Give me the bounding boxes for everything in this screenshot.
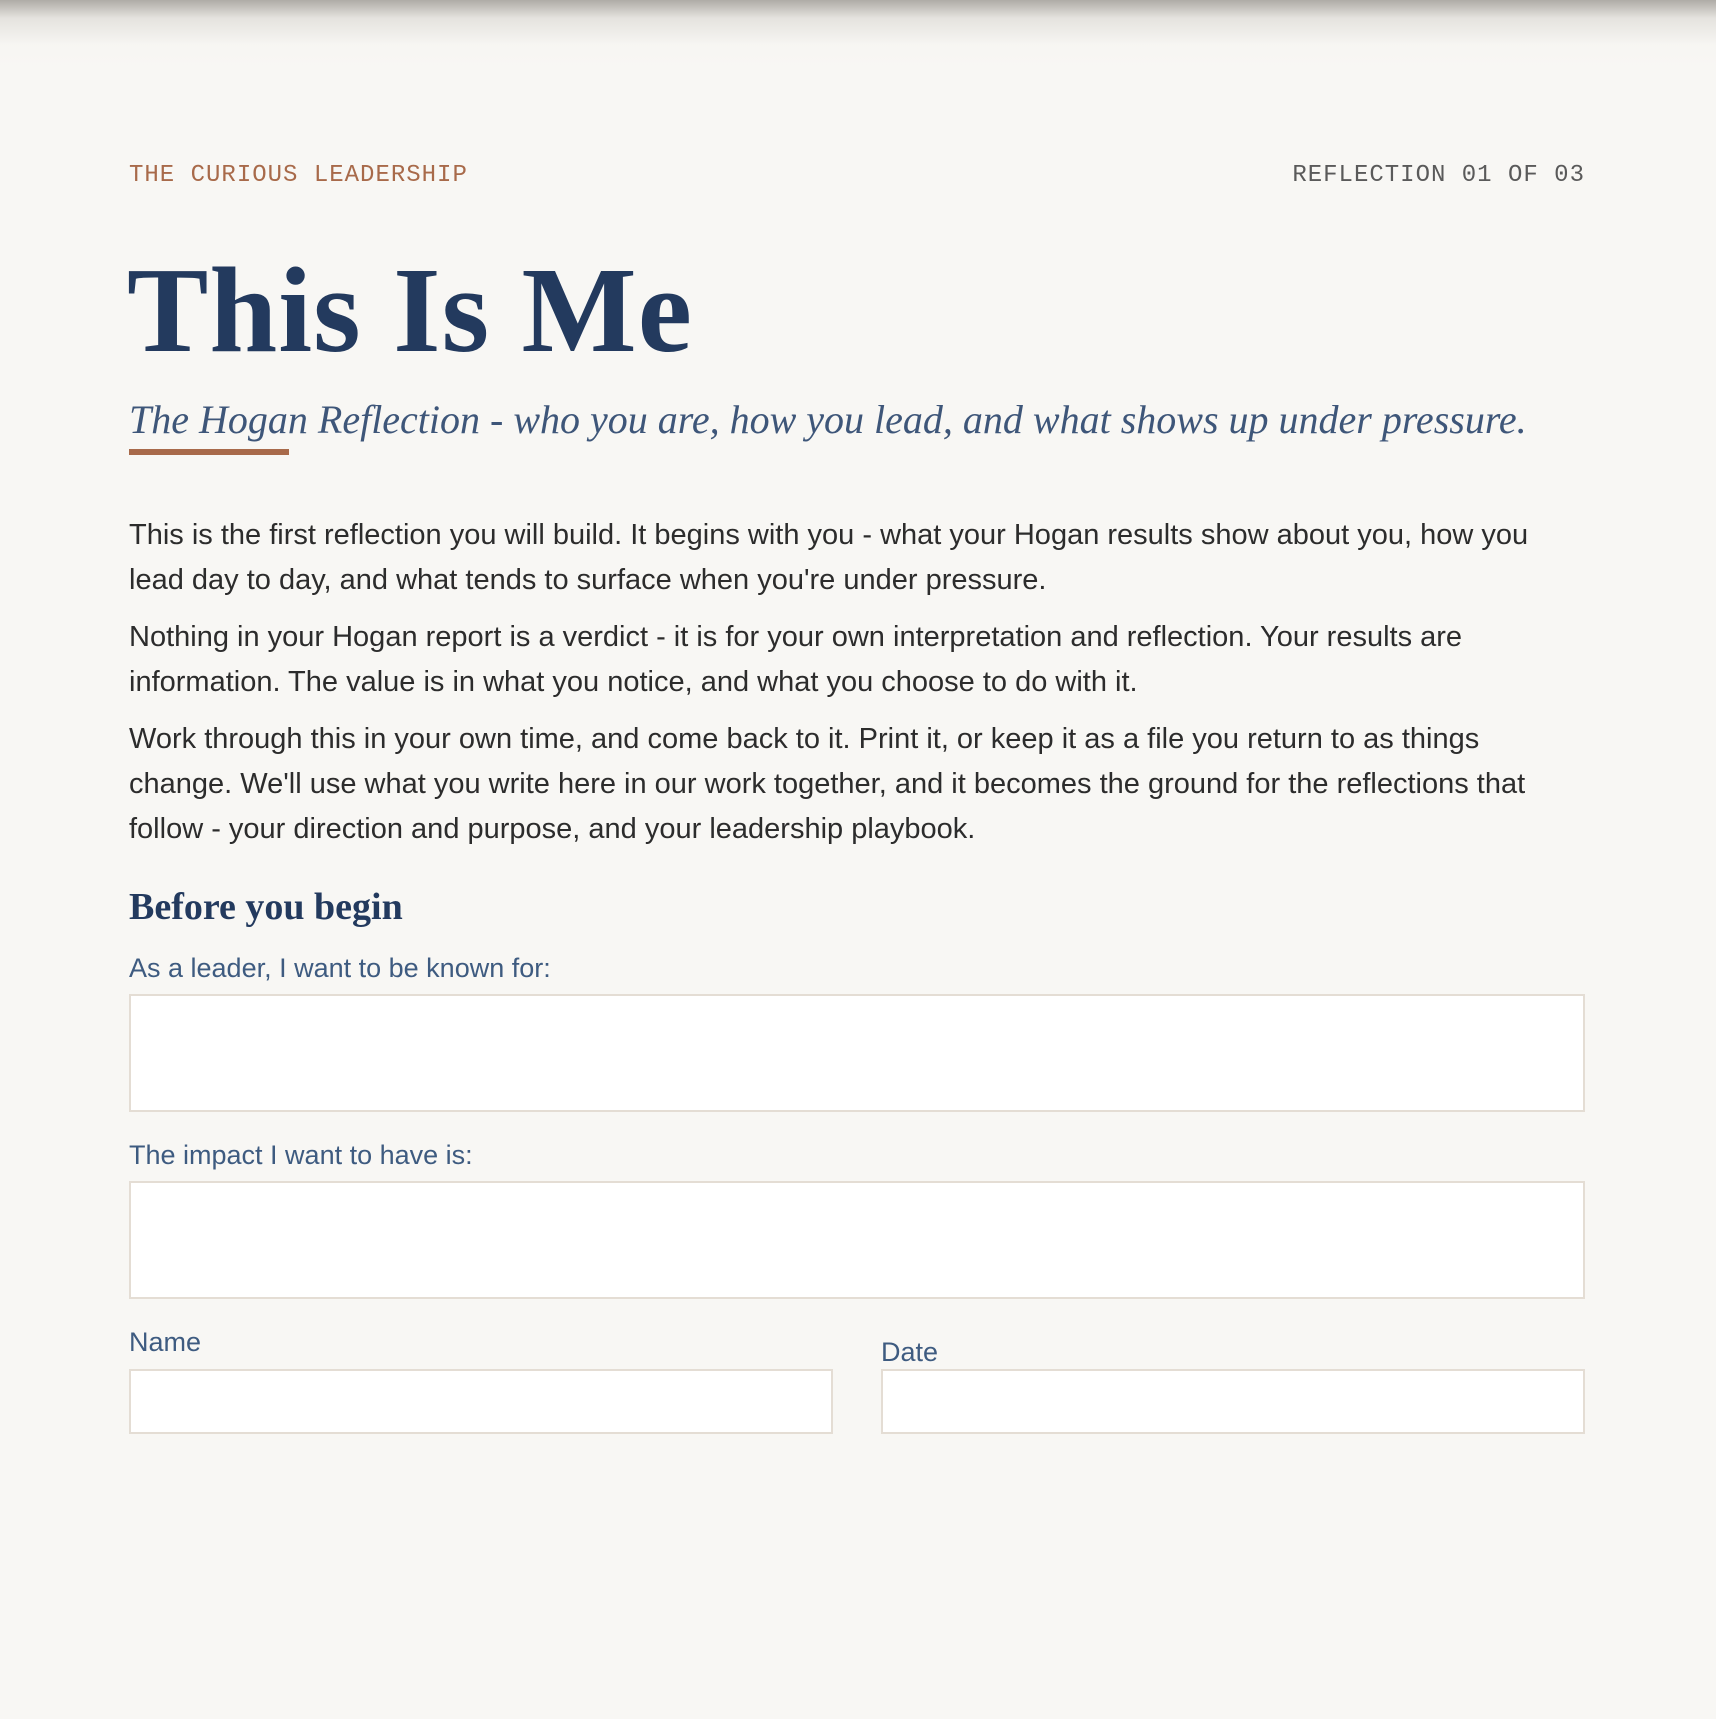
intro-paragraph-2: Nothing in your Hogan report is a verdict - it is for your own interpretation and reflection. Your results are information. The value is in what you notice, and what you choose to do with it. <box>129 621 1463 698</box>
intro-paragraph-1: This is the first reflection you will build. It begins with you - what your Hogan results show about you, how you lead day to day, and what tends to surface when you're under pressure. <box>129 519 1529 596</box>
accent-underline <box>129 449 289 455</box>
reflection-counter: REFLECTION 01 OF 03 <box>1292 162 1585 189</box>
date-field[interactable] <box>881 1369 1585 1434</box>
section-heading: Before you begin <box>129 886 403 928</box>
known-for-label: As a leader, I want to be known for: <box>129 953 551 983</box>
page-title: This Is Me <box>127 243 693 378</box>
intro-text <box>129 513 1585 864</box>
name-label: Name <box>129 1327 202 1357</box>
page-top-shadow <box>0 0 1716 70</box>
name-field[interactable] <box>129 1369 833 1434</box>
known-for-field[interactable] <box>129 994 1585 1112</box>
brand-name: THE CURIOUS LEADERSHIP <box>129 162 468 189</box>
page-header <box>129 162 1585 194</box>
impact-label: The impact I want to have is: <box>129 1140 473 1170</box>
page-subtitle: The Hogan Reflection - who you are, how you lead, and what shows up under pressure. <box>129 397 1527 442</box>
intro-paragraph-3: Work through this in your own time, and come back to it. Print it, or keep it as a file you return to as things change. We'll use what you write here in our work together, and it becomes the ground for the reflections that follow - your direction and purpose, and your leadership playbook. <box>129 723 1526 845</box>
date-label: Date <box>881 1337 939 1367</box>
impact-field[interactable] <box>129 1181 1585 1299</box>
